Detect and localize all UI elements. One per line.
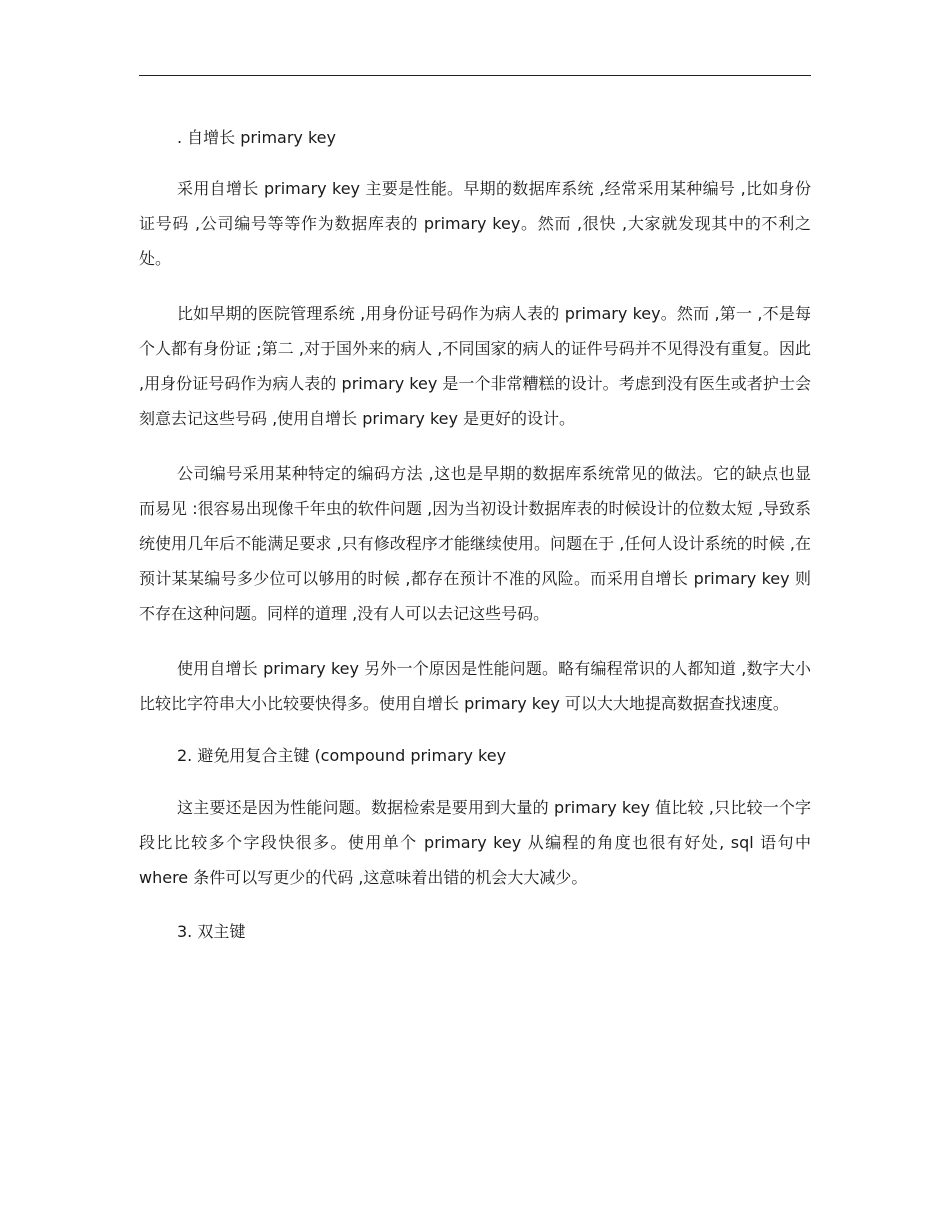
header-rule <box>139 75 811 76</box>
paragraph-performance-intro: 采用自增长 primary key 主要是性能。早期的数据库系统 ,经常采用某种编号 ,比如身份证号码 ,公司编号等等作为数据库表的 primary key。然而 ,很快 ,大家就发现其中的不利之处。 <box>139 179 811 268</box>
paragraph-lookup-speed: 使用自增长 primary key 另外一个原因是性能问题。略有编程常识的人都知道 ,数字大小比较比字符串大小比较要快得多。使用自增长 primary key 可以大大地提高数据查找速度。 <box>139 659 811 713</box>
section-heading-auto-increment: . 自增长 primary key <box>177 128 336 147</box>
document-body <box>139 120 811 949</box>
paragraph-single-key: 这主要还是因为性能问题。数据检索是要用到大量的 primary key 值比较 ,只比较一个字段比比较多个字段快很多。使用单个 primary key 从编程的角度也很有好处, sql 语句中 where 条件可以写更少的代码 ,这意味着出错的机会大大减少。 <box>139 798 811 887</box>
section-heading-compound-key: 2. 避免用复合主键 (compound primary key <box>177 746 507 765</box>
paragraph-hospital-example: 比如早期的医院管理系统 ,用身份证号码作为病人表的 primary key。然而 ,第一 ,不是每个人都有身份证 ;第二 ,对于国外来的病人 ,不同国家的病人的证件号码并不见得没有重复。因此 ,用身份证号码作为病人表的 primary key 是一个非常糟糕的设计。考虑到没有医生或者护士会刻意去记这些号码 ,使用自增长 primary key 是更好的设计。 <box>139 304 811 428</box>
section-heading-double-key: 3. 双主键 <box>177 922 246 941</box>
paragraph-company-code: 公司编号采用某种特定的编码方法 ,这也是早期的数据库系统常见的做法。它的缺点也显而易见 :很容易出现像千年虫的软件问题 ,因为当初设计数据库表的时候设计的位数太短 ,导致系统使用几年后不能满足要求 ,只有修改程序才能继续使用。问题在于 ,任何人设计系统的时候 ,在预计某某编号多少位可以够用的时候 ,都存在预计不准的风险。而采用自增长 primary key 则不存在这种问题。同样的道理 ,没有人可以去记这些号码。 <box>139 464 811 623</box>
